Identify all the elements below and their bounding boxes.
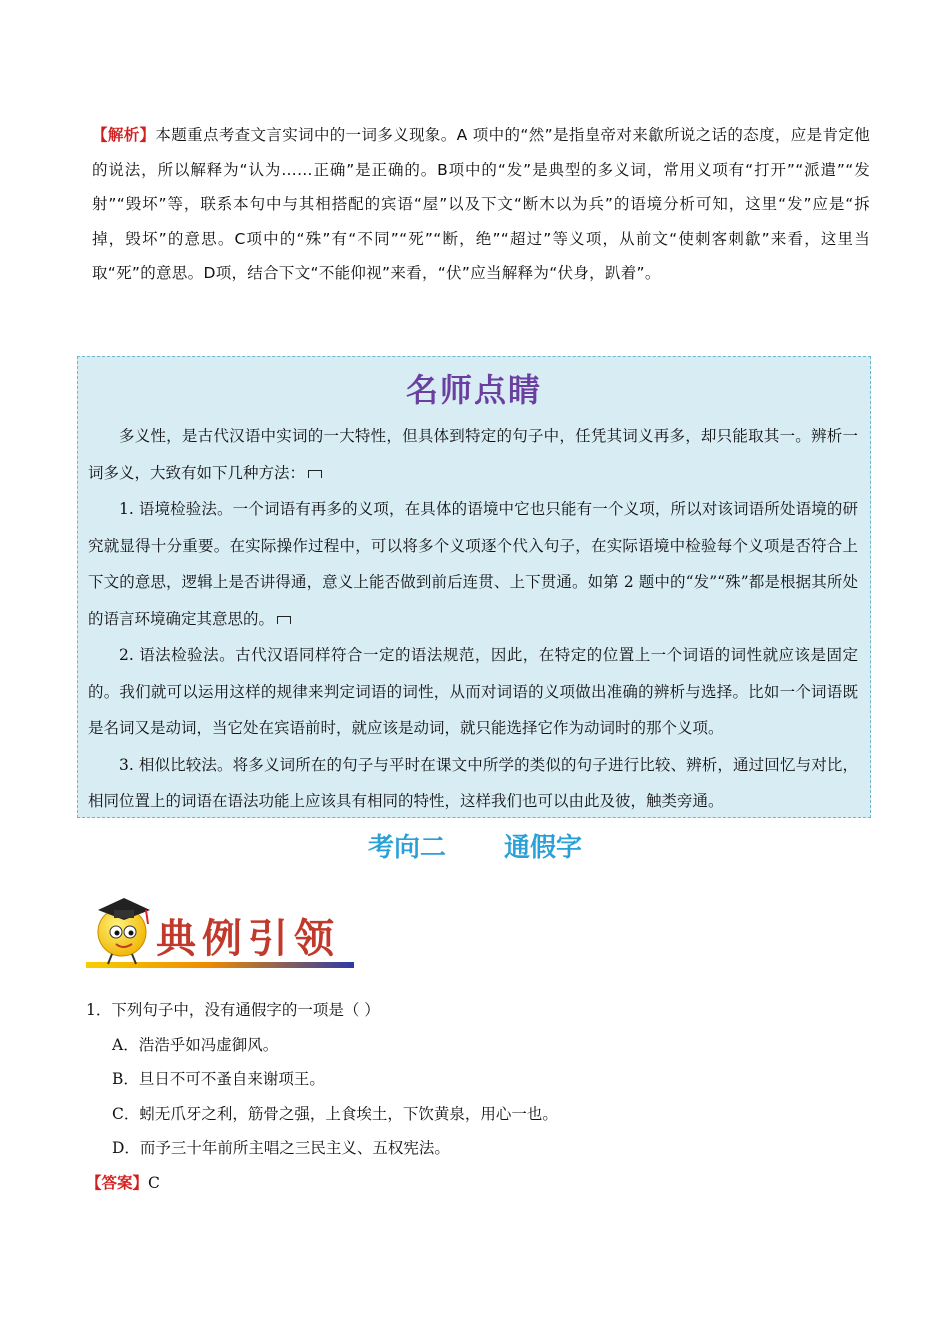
tips-intro: 多义性，是古代汉语中实词的一大特性，但具体到特定的句子中，任凭其词义再多，却只能取其一。辨析一词多义，大致有如下几种方法： xyxy=(88,427,858,482)
option-c: C．蚓无爪牙之利，筋骨之强，上食埃土，下饮黄泉，用心一也。 xyxy=(112,1104,558,1123)
tips-box-title: 名师点睛 xyxy=(405,371,542,409)
option-b: B．旦日不可不蚤自来谢项王。 xyxy=(112,1070,325,1088)
return-mark-icon xyxy=(277,616,291,624)
banner-text: 典例引领 xyxy=(156,915,340,962)
analysis-text: 本题重点考查文言实词中的一词多义现象。A 项中的“然”是指皇帝对来歙所说之话的态度，应是肯定他的说法，所以解释为“认为……正确”是正确的。B项中的“发”是典型的多义词，常用义项有“打开”“派遣”“发射”“毁坏”等，联系本句中与其相搭配的宾语“屋”以及下文“断木以为兵”的语境分析可知，这里“发”应是“拆掉，毁坏”的意思。C项中的“殊”有“不同”“死”“断，绝”“超过”等义项，从前文“使刺客刺歙”来看，这里当取“死”的意思。D项，结合下文“不能仰视”来看，“伏”应当解释为“伏身，趴着”。 xyxy=(92,126,870,282)
tips-box xyxy=(77,356,871,818)
section-title xyxy=(0,827,950,864)
analysis-tag: 【解析】 xyxy=(92,126,156,144)
mascot-graduate-icon xyxy=(86,890,356,974)
answer-value: C xyxy=(148,1173,160,1192)
tips-method-1: 1. 语境检验法。一个词语有再多的义项，在具体的语境中它也只能有一个义项，所以对该词语所处语境的研究就显得十分重要。在实际操作过程中，可以将多个义项逐个代入句子，在实际语境中检验每个义项是否符合上下文的意思，逻辑上是否讲得通，意义上能否做到前后连贯、上下贯通。如第 2 题中的“发”“殊”都是根据其所处的语言环境确定其意思的。 xyxy=(88,500,858,628)
question-stem: 1．下列句子中，没有通假字的一项是（ ） xyxy=(86,1001,380,1019)
tips-box-body xyxy=(88,418,858,820)
option-d: D．而予三十年前所主唱之三民主义、五权宪法。 xyxy=(112,1139,450,1157)
analysis-paragraph xyxy=(92,118,870,291)
tips-method-2: 2. 语法检验法。古代汉语同样符合一定的语法规范，因此，在特定的位置上一个词语的词性就应该是固定的。我们就可以运用这样的规律来判定词语的词性，从而对词语的义项做出准确的辨析与选择。比如一个词语既是名词又是动词，当它处在宾语前时，就应该是动词，就只能选择它作为动词时的那个义项。 xyxy=(88,646,858,737)
question-block xyxy=(86,993,866,1200)
answer-line xyxy=(86,1166,866,1201)
example-banner xyxy=(86,890,356,974)
tips-method-3: 3. 相似比较法。将多义词所在的句子与平时在课文中所学的类似的句子进行比较、辨析，通过回忆与对比，相同位置上的词语在语法功能上应该具有相同的特性，这样我们也可以由此及彼，触类旁通。 xyxy=(88,755,858,810)
section-title-part2: 通假字 xyxy=(504,833,583,863)
section-title-part1: 考向二 xyxy=(367,833,446,863)
option-a: A．浩浩乎如冯虚御风。 xyxy=(112,1035,279,1054)
return-mark-icon xyxy=(308,470,322,478)
answer-tag: 【答案】 xyxy=(86,1172,149,1192)
